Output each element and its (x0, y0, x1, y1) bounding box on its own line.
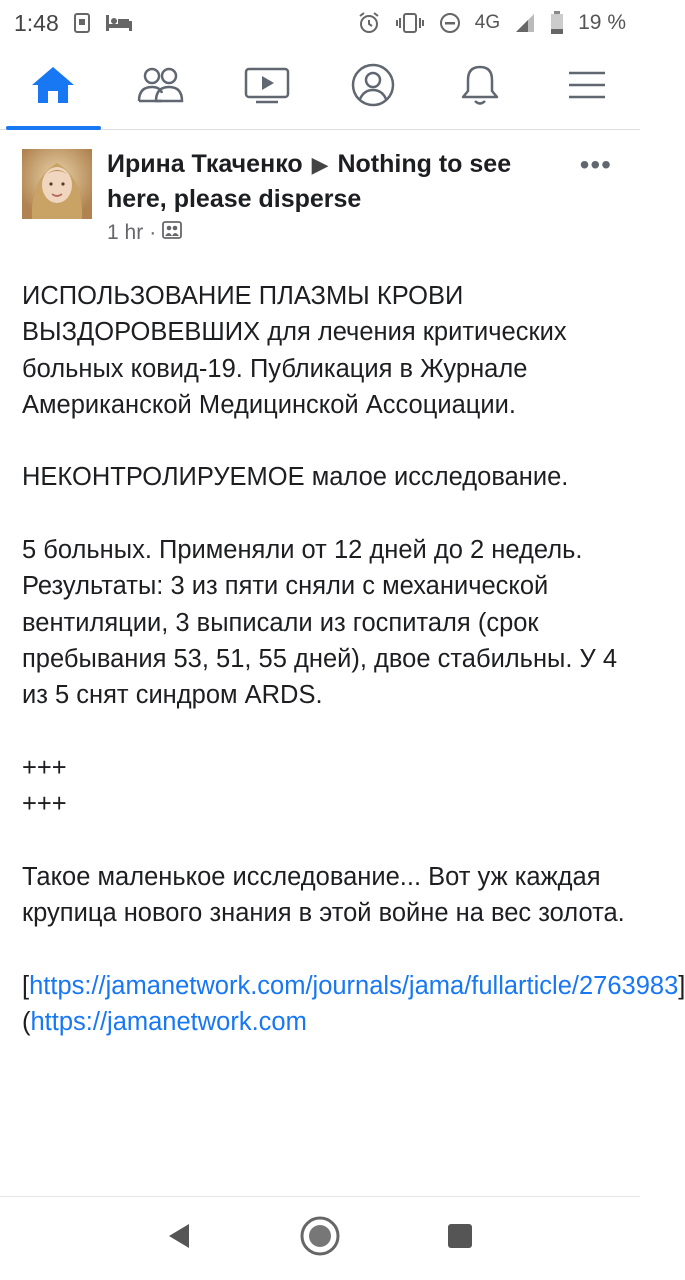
back-icon (165, 1221, 195, 1256)
profile-icon (350, 62, 396, 113)
bed-icon (105, 13, 133, 33)
nav-tab-groups[interactable] (107, 46, 214, 129)
nav-tab-home[interactable] (0, 46, 107, 129)
group-privacy-icon (162, 221, 182, 245)
post (0, 131, 685, 1196)
home-icon (30, 64, 76, 111)
signal-icon (514, 12, 536, 34)
nav-tab-notifications[interactable] (427, 46, 534, 129)
battery-icon (550, 11, 564, 35)
video-icon (244, 65, 290, 110)
nav-tab-profile[interactable] (320, 46, 427, 129)
top-nav (0, 46, 640, 130)
post-time[interactable]: 1 hr (107, 221, 144, 244)
status-left (14, 10, 133, 37)
status-bar (0, 0, 640, 46)
home-circle-icon (299, 1215, 341, 1262)
more-options-button[interactable]: ••• (579, 149, 612, 180)
post-header (0, 131, 640, 251)
clipboard-icon (73, 12, 91, 34)
status-right (357, 11, 626, 35)
status-time: 1:48 (14, 9, 59, 36)
jama-link-1[interactable]: https://jamanetwork.com/journals/jama/fullarticle/2763983 (29, 971, 679, 1000)
meta-separator: · (149, 221, 157, 244)
post-body: ИСПОЛЬЗОВАНИЕ ПЛАЗМЫ КРОВИ ВЫЗДОРОВЕВШИХ для лечения критических больных ковид-19. Публикация в Журнале Американской Медицинской Ассоциации. НЕКОНТРОЛИРУЕМОЕ малое исследование. 5 больных. Применяли от 12 дней до 2 недель. Результаты: 3 из пяти сняли с механической вентиляции, 3 выписали из госпиталя (срок пребывания 53, 51, 55 дней), двое стабильны. У 4 из 5 снят синдром ARDS. +++ +++ Такое маленькое исследование... Вот уж каждая крупица нового знания в этой войне на вес золота. [https://jamanetwork.com/journals/jama/fullarticle/2763983](https://jamanetwork.com (22, 282, 685, 1036)
post-header-text (107, 147, 567, 245)
group-name[interactable]: Nothing to see here, please disperse (107, 150, 512, 213)
back-button[interactable] (150, 1209, 210, 1269)
home-button[interactable] (290, 1209, 350, 1269)
recents-button[interactable] (430, 1209, 490, 1269)
groups-icon (136, 65, 184, 110)
post-paragraph-2: НЕКОНТРОЛИРУЕМОЕ малое исследование. (22, 463, 569, 492)
author-line (107, 147, 567, 217)
nav-tab-watch[interactable] (213, 46, 320, 129)
post-meta (107, 221, 567, 245)
bell-icon (459, 63, 501, 112)
do-not-disturb-icon (439, 12, 461, 34)
author-name[interactable]: Ирина Ткаченко (107, 150, 303, 178)
android-nav-bar (0, 1196, 640, 1280)
network-type: 4G (474, 12, 501, 33)
menu-icon (567, 69, 607, 106)
nav-tab-menu[interactable] (533, 46, 640, 129)
post-paragraph-3: 5 больных. Применяли от 12 дней до 2 недель. Результаты: 3 из пяти сняли с механической вентиляции, 3 выписали из госпиталя (срок пребывания 53, 51, 55 дней), двое стабильны. У 4 из 5 снят синдром ARDS. (22, 536, 618, 710)
arrow-right-icon: ▶ (311, 152, 329, 177)
post-paragraph-1: ИСПОЛЬЗОВАНИЕ ПЛАЗМЫ КРОВИ ВЫЗДОРОВЕВШИХ для лечения критических больных ковид-19. Публикация в Журнале Американской Медицинской Ассоциации. (22, 282, 574, 419)
battery-percent: 19 % (578, 11, 626, 34)
post-paragraph-4: +++ +++ (22, 753, 67, 819)
avatar[interactable] (22, 149, 92, 219)
recents-icon (446, 1222, 474, 1255)
vibrate-icon (395, 12, 425, 34)
jama-link-2[interactable]: https://jamanetwork.com (30, 1007, 307, 1036)
post-paragraph-5: Такое маленькое исследование... Вот уж каждая крупица нового знания в этой войне на вес золота. (22, 862, 625, 928)
alarm-icon (357, 11, 381, 35)
